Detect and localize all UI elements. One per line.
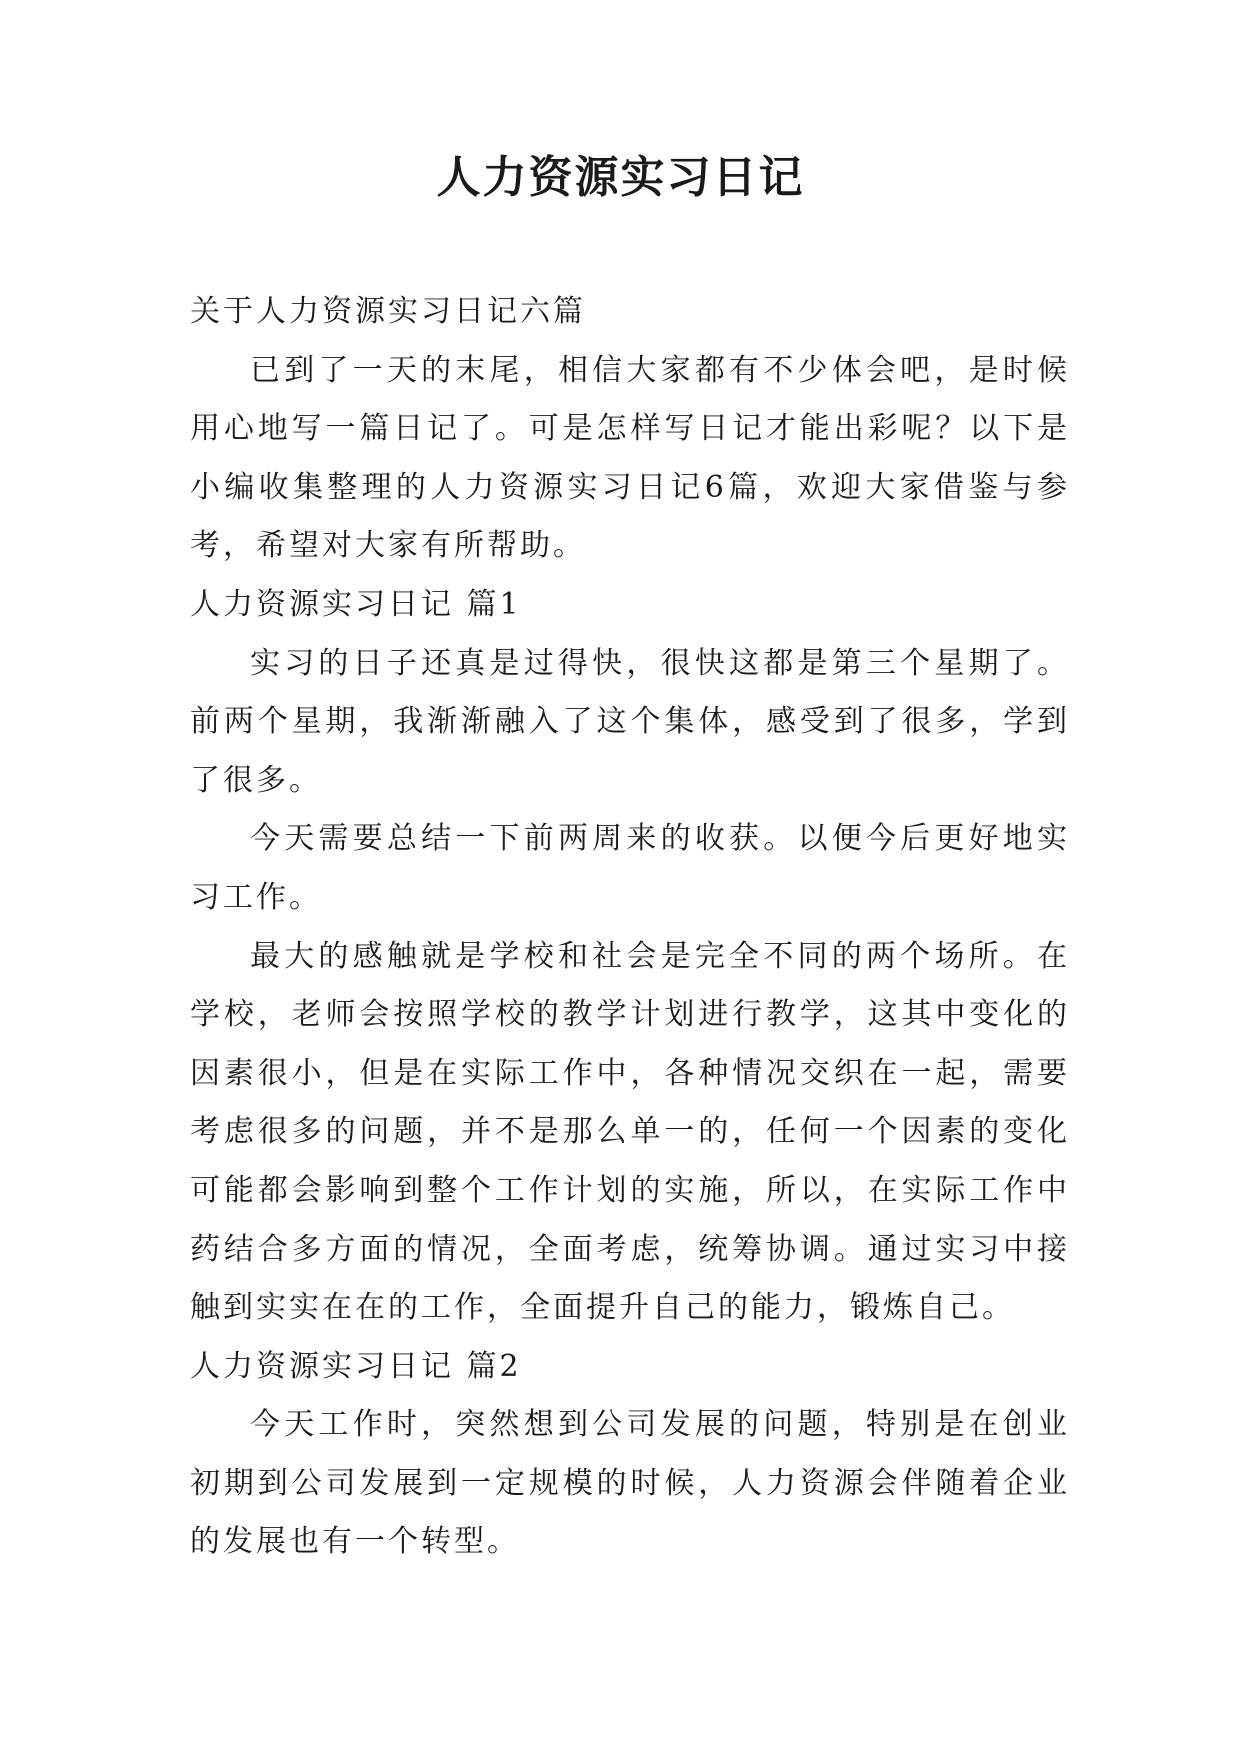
paragraph: 最大的感触就是学校和社会是完全不同的两个场所。在学校，老师会按照学校的教学计划进行教学，这其中变化的因素很小，但是在实际工作中，各种情况交织在一起，需要考虑很多的问题，并不是那么单一的，任何一个因素的变化可能都会影响到整个工作计划的实施，所以，在实际工作中药结合多方面的情况，全面考虑，统筹协调。通过实习中接触到实实在在的工作，全面提升自己的能力，锻炼自己。 [190, 938, 1070, 1326]
section-heading: 人力资源实习日记 篇2 [190, 1348, 522, 1384]
section-heading: 人力资源实习日记 篇1 [190, 586, 522, 622]
paragraph: 已到了一天的末尾，相信大家都有不少体会吧，是时候用心地写一篇日记了。可是怎样写日记才能出彩呢？以下是小编收集整理的人力资源实习日记6篇，欢迎大家借鉴与参考，希望对大家有所帮助。 [190, 352, 1070, 564]
paragraph: 今天工作时，突然想到公司发展的问题，特别是在创业初期到公司发展到一定规模的时候，人力资源会伴随着企业的发展也有一个转型。 [190, 1407, 1070, 1560]
section-heading: 关于人力资源实习日记六篇 [190, 294, 586, 329]
document-body [190, 283, 1070, 1572]
document-title: 人力资源实习日记 [436, 152, 805, 203]
paragraph: 实习的日子还真是过得快，很快这都是第三个星期了。前两个星期，我渐渐融入了这个集体，感受到了很多，学到了很多。 [190, 645, 1070, 798]
paragraph: 今天需要总结一下前两周来的收获。以便今后更好地实习工作。 [190, 821, 1070, 915]
